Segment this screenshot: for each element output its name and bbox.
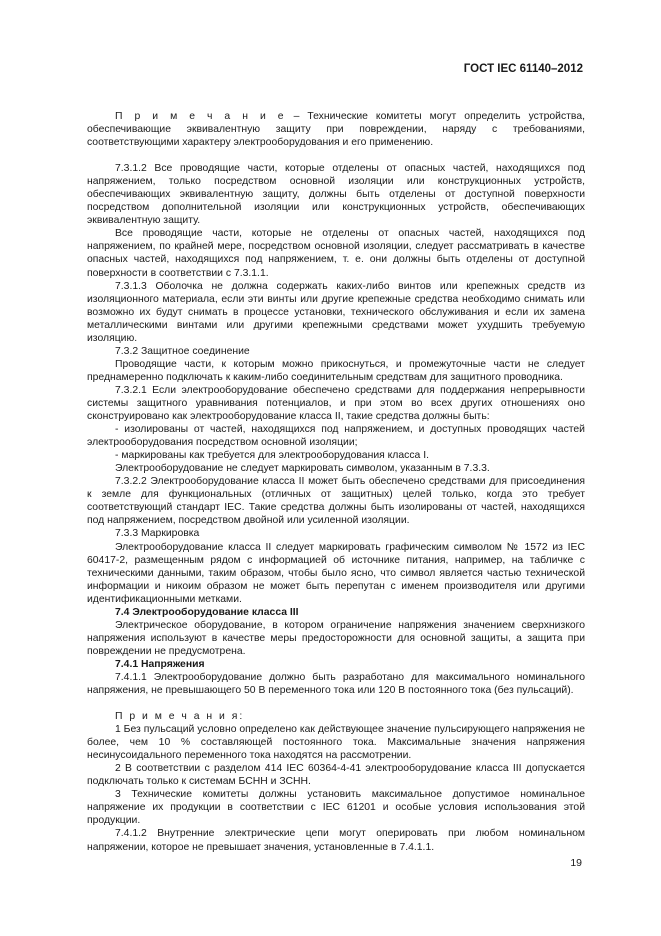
- page-number: 19: [570, 857, 582, 869]
- note-2: 2 В соответствии с разделом 414 IEC 60364-4-41 электрооборудование класса III допускается подключать только к системам БСНН и ЗСНН.: [87, 763, 585, 788]
- paragraph-7-3-1-2: 7.3.1.2 Все проводящие части, которые отделены от опасных частей, находящихся под напряжением, только посредством основной изоляции или конструкционных устройств, обеспечивающих эквивалентную защиту, должны быть отделены от доступной поверхности посредством дополнительной изоляции или конструкционных устройств, обеспечивающих эквивалентную защиту.: [87, 163, 585, 227]
- note-paragraph: [87, 110, 585, 149]
- heading-7-4-1: 7.4.1 Напряжения: [115, 658, 205, 670]
- paragraph-7-4-1-1: 7.4.1.1 Электрооборудование должно быть разработано для максимального номинального напряжения, не превышающего 50 В переменного тока или 120 В постоянного тока (без пульсаций).: [87, 671, 585, 697]
- list-item-marked: - маркированы как требуется для электрооборудования класса I.: [115, 450, 429, 462]
- paragraph-7-3-2-1: 7.3.2.1 Если электрооборудование обеспечено средствами для поддержания непрерывности системы защитного уравнивания потенциалов, и при этом во всех других отношениях оно сконструировано как электрооборудование класса II, такие средства должны быть:: [87, 384, 585, 423]
- paragraph-7-3-2-2: 7.3.2.2 Электрооборудование класса II может быть обеспечено средствами для присоединения к земле для функциональных (отличных от защитных) целей только, когда это требует соответствующий стандарт IEC. Такие средства должны быть изолированы от частей, находящихся под напряжением, посредством двойной или усиленной изоляции.: [87, 476, 585, 527]
- paragraph-no-symbol: Электрооборудование не следует маркировать символом, указанным в 7.3.3.: [115, 463, 490, 475]
- paragraph-7-4-1-2: 7.4.1.2 Внутренние электрические цепи могут оперировать при любом номинальном напряжении, которое не превышает значения, установленные в 7.4.1.1.: [87, 828, 585, 853]
- note-3: 3 Технические комитеты должны установить максимальное допустимое номинальное напряжение их продукции в соответствии с IEC 61201 и особые условия использования этой продукции.: [87, 789, 585, 827]
- paragraph-7-4: Электрическое оборудование, в котором ограничение напряжения значением сверхнизкого напряжения используют в качестве меры предосторожности для основной защиты, а защита при повреждении не предусмотрена.: [87, 619, 585, 657]
- note-label: П р и м е ч а н и е: [115, 111, 286, 122]
- paragraph-7-3-2: Проводящие части, к которым можно прикоснуться, и промежуточные части не следует преднамеренно подключать к каким-либо соединительным средствам для защитного проводника.: [87, 358, 585, 383]
- heading-7-4: 7.4 Электрооборудование класса III: [115, 606, 299, 618]
- notes-label: П р и м е ч а н и я:: [115, 711, 245, 723]
- paragraph-7-3-1-3: 7.3.1.3 Оболочка не должна содержать каких-либо винтов или крепежных средств из изоляционного материала, если эти винты или другие крепежные средства необходимо снимать или возможно их будут снимать в процессе установки, технического обслуживания и если их замена металлическими винтами или другими крепежными средствами может ухудшить требуемую изоляцию.: [87, 280, 585, 344]
- note-text: – Технические комитеты могут определить устройства, обеспечивающие эквивалентную защиту при повреждении, наряду с требованиями, соответствующими характеру электрооборудования и его применению.: [87, 111, 586, 149]
- paragraph-7-3-3: Электрооборудование класса II следует маркировать графическим символом № 1572 из IEC 60417-2, размещенным рядом с информацией об источнике питания, например, на табличке с техническими данными, таким образом, чтобы было ясно, что символ является частью технической информации и никоим образом не может быть перепутан с именем производителя или другими идентификационными метками.: [87, 541, 585, 605]
- paragraph-7-3-1-2-cont: Все проводящие части, которые не отделены от опасных частей, находящихся под напряжением, по крайней мере, посредством основной изоляции, следует рассматривать в качестве опасных частей, находящихся под напряжением, т. е. они должны быть отделены от доступной поверхности в соответствии с 7.3.1.1.: [87, 228, 585, 279]
- note-1: 1 Без пульсаций условно определено как действующее значение пульсирующего напряжения не более, чем 10 % составляющей постоянного тока. Максимальные значения напряжения несинусоидального переменного тока находятся на рассмотрении.: [87, 724, 585, 762]
- document-body: [87, 110, 585, 854]
- document-code-header: ГОСТ IEC 61140–2012: [463, 63, 583, 75]
- heading-7-3-2: 7.3.2 Защитное соединение: [115, 345, 250, 357]
- list-item-insulated: - изолированы от частей, находящихся под напряжением, и доступных проводящих частей электрооборудования посредством основной изоляции;: [87, 424, 585, 449]
- heading-7-3-3: 7.3.3 Маркировка: [115, 528, 200, 540]
